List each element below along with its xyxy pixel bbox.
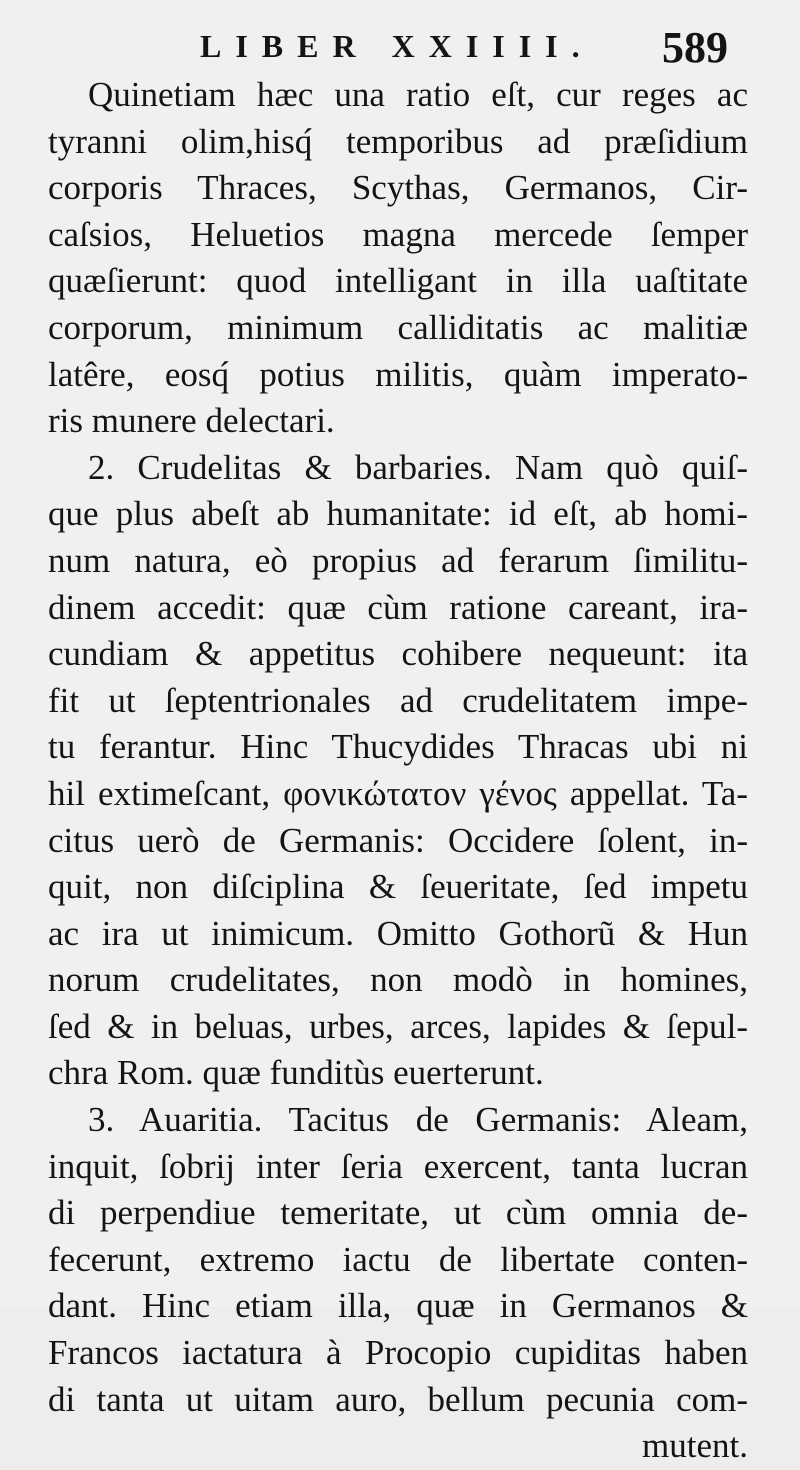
text-line: caſsios, Heluetios magna mercede ſemper <box>48 214 748 254</box>
text-line: 3. Auaritia. Tacitus de Germanis: Aleam, <box>88 1100 748 1140</box>
text-line: latêre, eosq́ potius militis, quàm imperato- <box>48 354 748 394</box>
text-line: fecerunt, extremo iactu de libertate conten- <box>48 1239 748 1279</box>
text-line: citus uerò de Germanis: Occidere ſolent, in- <box>48 820 748 860</box>
text-line: norum crudelitates, non modò in homines, <box>48 960 748 1000</box>
text-line: mutent. <box>642 1426 748 1466</box>
text-line: Quinetiam hæc una ratio eſt, cur reges ac <box>88 75 748 114</box>
text-line: ris munere delectari. <box>48 401 335 441</box>
text-line: que plus abeſt ab humanitate: id eſt, ab homi- <box>48 494 748 534</box>
text-line: corporis Thraces, Scythas, Germanos, Cir- <box>48 168 748 208</box>
text-line: fit ut ſeptentrionales ad crudelitatem impe- <box>48 680 748 720</box>
page-header <box>0 22 800 70</box>
body-text <box>48 72 748 1470</box>
text-line: cundiam & appetitus cohibere nequeunt: ita <box>48 634 748 674</box>
text-line: tu ferantur. Hinc Thucydides Thracas ubi ni <box>48 727 748 767</box>
text-line: hil extimeſcant, φονικώτατον γένος appellat. Ta- <box>48 773 748 813</box>
text-line: 2. Crudelitas & barbaries. Nam quò quiſ- <box>88 447 748 487</box>
text-line: quæſierunt: quod intelligant in illa uaſtitate <box>48 261 748 301</box>
text-line: tyranni olim,hisq́ temporibus ad præſidium <box>48 121 748 161</box>
text-line: chra Rom. quæ funditùs euerterunt. <box>48 1053 544 1093</box>
text-line: inquit, ſobrij inter ſeria exercent, tanta lucran <box>48 1146 748 1186</box>
text-line: Francos iactatura à Procopio cupiditas haben <box>48 1333 748 1373</box>
running-title: LIBER XXIIII. <box>200 28 594 64</box>
text-line: dinem accedit: quæ cùm ratione careant, ira- <box>48 587 748 627</box>
page-number: 589 <box>662 23 728 72</box>
text-line: corporum, minimum calliditatis ac malitiæ <box>48 307 748 347</box>
text-line: dant. Hinc etiam illa, quæ in Germanos & <box>48 1286 748 1326</box>
text-line: ſed & in beluas, urbes, arces, lapides & ſepul- <box>48 1006 748 1046</box>
text-line: ac ira ut inimicum. Omitto Gothorũ & Hun <box>48 913 748 953</box>
text-line: di perpendiue temeritate, ut cùm omnia de- <box>48 1193 748 1233</box>
text-line: quit, non diſciplina & ſeueritate, ſed impetu <box>48 867 748 907</box>
text-line: num natura, eò propius ad ferarum ſimilitu- <box>48 540 748 580</box>
text-line: di tanta ut uitam auro, bellum pecunia com- <box>48 1379 748 1419</box>
